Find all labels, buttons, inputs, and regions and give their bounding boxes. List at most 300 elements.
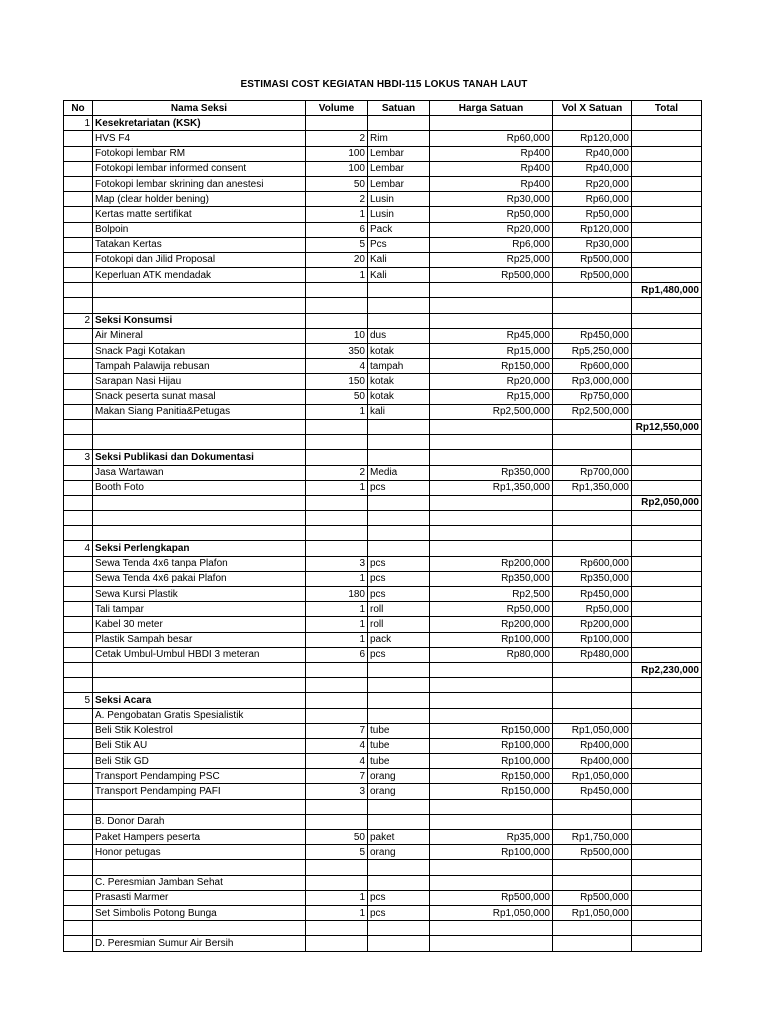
cell-no [64, 738, 93, 753]
cell-harga-satuan [430, 936, 553, 951]
cell-satuan: tampah [368, 359, 430, 374]
cell-harga-satuan: Rp400 [430, 146, 553, 161]
cell-vol-x-satuan: Rp750,000 [553, 389, 632, 404]
cell-no: 4 [64, 541, 93, 556]
cell-satuan [368, 313, 430, 328]
cell-total [632, 328, 702, 343]
cell-total [632, 890, 702, 905]
cell-no [64, 647, 93, 662]
cell-vol-x-satuan [553, 298, 632, 313]
cell-vol-x-satuan [553, 799, 632, 814]
cell-volume [306, 708, 368, 723]
cell-no: 2 [64, 313, 93, 328]
cell-vol-x-satuan: Rp120,000 [553, 131, 632, 146]
cell-no [64, 131, 93, 146]
cell-harga-satuan: Rp15,000 [430, 389, 553, 404]
cell-total [632, 921, 702, 936]
cell-volume: 6 [306, 647, 368, 662]
table-row [64, 268, 702, 283]
cell-total [632, 252, 702, 267]
cell-volume: 5 [306, 845, 368, 860]
cell-satuan: Lusin [368, 192, 430, 207]
cell-no [64, 830, 93, 845]
cell-no [64, 860, 93, 875]
cell-name [93, 419, 306, 434]
cell-harga-satuan [430, 283, 553, 298]
table-row [64, 784, 702, 799]
cell-total [632, 814, 702, 829]
cell-no [64, 268, 93, 283]
cell-harga-satuan: Rp25,000 [430, 252, 553, 267]
cell-no [64, 799, 93, 814]
cell-no [64, 511, 93, 526]
cell-harga-satuan [430, 875, 553, 890]
cell-volume [306, 116, 368, 131]
cell-name [93, 298, 306, 313]
cell-volume: 50 [306, 389, 368, 404]
table-row [64, 678, 702, 693]
cell-no [64, 465, 93, 480]
cell-satuan: kotak [368, 374, 430, 389]
cell-satuan: orang [368, 845, 430, 860]
cell-no [64, 602, 93, 617]
table-row [64, 723, 702, 738]
cell-harga-satuan: Rp350,000 [430, 571, 553, 586]
cell-volume: 150 [306, 374, 368, 389]
cell-harga-satuan: Rp100,000 [430, 845, 553, 860]
cell-volume: 2 [306, 465, 368, 480]
cell-harga-satuan [430, 693, 553, 708]
cell-satuan [368, 283, 430, 298]
table-row [64, 799, 702, 814]
cell-harga-satuan: Rp6,000 [430, 237, 553, 252]
cell-satuan [368, 678, 430, 693]
cell-harga-satuan: Rp200,000 [430, 617, 553, 632]
cell-harga-satuan [430, 495, 553, 510]
cell-volume: 350 [306, 344, 368, 359]
cell-vol-x-satuan: Rp200,000 [553, 617, 632, 632]
cell-harga-satuan: Rp400 [430, 176, 553, 191]
cell-harga-satuan: Rp1,050,000 [430, 905, 553, 920]
cell-satuan [368, 921, 430, 936]
cell-name: Fotokopi lembar skrining dan anestesi [93, 176, 306, 191]
cell-volume: 2 [306, 192, 368, 207]
cell-name: Fotokopi lembar informed consent [93, 161, 306, 176]
cell-no [64, 617, 93, 632]
cell-no: 3 [64, 450, 93, 465]
cell-no [64, 495, 93, 510]
cell-no [64, 678, 93, 693]
cell-name: D. Peresmian Sumur Air Bersih [93, 936, 306, 951]
table-row [64, 465, 702, 480]
cell-total [632, 738, 702, 753]
cell-no [64, 784, 93, 799]
cell-name: Booth Foto [93, 480, 306, 495]
cell-vol-x-satuan: Rp100,000 [553, 632, 632, 647]
cell-total [632, 830, 702, 845]
cell-harga-satuan [430, 708, 553, 723]
cell-harga-satuan [430, 662, 553, 677]
cell-no [64, 875, 93, 890]
cell-harga-satuan: Rp100,000 [430, 754, 553, 769]
cell-total: Rp2,050,000 [632, 495, 702, 510]
cell-vol-x-satuan: Rp2,500,000 [553, 404, 632, 419]
cell-volume: 20 [306, 252, 368, 267]
cell-volume [306, 450, 368, 465]
cell-name: Sarapan Nasi Hijau [93, 374, 306, 389]
cell-volume: 7 [306, 769, 368, 784]
cell-no [64, 814, 93, 829]
cell-name: Keperluan ATK mendadak [93, 268, 306, 283]
cell-vol-x-satuan [553, 662, 632, 677]
cell-harga-satuan: Rp45,000 [430, 328, 553, 343]
cell-total [632, 389, 702, 404]
cell-no [64, 936, 93, 951]
cell-satuan: pcs [368, 647, 430, 662]
cell-name: Tampah Palawija rebusan [93, 359, 306, 374]
table-row [64, 237, 702, 252]
cell-total [632, 237, 702, 252]
cell-total [632, 480, 702, 495]
cell-vol-x-satuan: Rp40,000 [553, 161, 632, 176]
cell-name [93, 283, 306, 298]
cell-volume [306, 860, 368, 875]
cell-name: Kertas matte sertifikat [93, 207, 306, 222]
cell-volume: 1 [306, 905, 368, 920]
cell-name: Sewa Kursi Plastik [93, 587, 306, 602]
cell-satuan [368, 708, 430, 723]
cell-volume: 2 [306, 131, 368, 146]
cell-satuan: tube [368, 723, 430, 738]
cell-name: Seksi Publikasi dan Dokumentasi [93, 450, 306, 465]
cell-total [632, 313, 702, 328]
cell-name: Bolpoin [93, 222, 306, 237]
cell-satuan: kotak [368, 389, 430, 404]
table-row [64, 632, 702, 647]
cell-vol-x-satuan: Rp450,000 [553, 328, 632, 343]
table-row [64, 769, 702, 784]
table-row [64, 693, 702, 708]
cell-total [632, 875, 702, 890]
table-row [64, 602, 702, 617]
table-row [64, 359, 702, 374]
cell-name [93, 495, 306, 510]
cell-harga-satuan: Rp150,000 [430, 723, 553, 738]
cell-name: Plastik Sampah besar [93, 632, 306, 647]
cell-harga-satuan [430, 435, 553, 450]
table-row [64, 738, 702, 753]
cell-satuan: pcs [368, 890, 430, 905]
cell-harga-satuan: Rp30,000 [430, 192, 553, 207]
table-row [64, 131, 702, 146]
cell-satuan: Kali [368, 252, 430, 267]
cell-vol-x-satuan [553, 693, 632, 708]
cell-vol-x-satuan [553, 116, 632, 131]
cell-total [632, 541, 702, 556]
cell-harga-satuan: Rp200,000 [430, 556, 553, 571]
cell-harga-satuan: Rp150,000 [430, 359, 553, 374]
table-row [64, 526, 702, 541]
cell-volume [306, 799, 368, 814]
cell-satuan: dus [368, 328, 430, 343]
cell-harga-satuan [430, 814, 553, 829]
cell-total [632, 116, 702, 131]
cell-total [632, 693, 702, 708]
cell-no [64, 252, 93, 267]
cell-name: Paket Hampers peserta [93, 830, 306, 845]
cell-volume [306, 419, 368, 434]
header-no: No [64, 101, 93, 116]
cell-vol-x-satuan: Rp40,000 [553, 146, 632, 161]
table-row [64, 283, 702, 298]
cell-name: Beli Stik GD [93, 754, 306, 769]
table-row [64, 298, 702, 313]
table-row [64, 404, 702, 419]
cell-vol-x-satuan [553, 541, 632, 556]
cell-harga-satuan: Rp35,000 [430, 830, 553, 845]
cell-satuan [368, 693, 430, 708]
cell-name: Transport Pendamping PSC [93, 769, 306, 784]
cell-satuan [368, 116, 430, 131]
cell-volume: 3 [306, 784, 368, 799]
cell-name: Set Simbolis Potong Bunga [93, 905, 306, 920]
cell-no [64, 298, 93, 313]
cell-harga-satuan: Rp50,000 [430, 207, 553, 222]
cell-volume [306, 662, 368, 677]
cell-satuan: pcs [368, 905, 430, 920]
cell-satuan: pcs [368, 571, 430, 586]
cell-volume: 6 [306, 222, 368, 237]
cell-satuan [368, 435, 430, 450]
cell-no [64, 435, 93, 450]
cell-name: HVS F4 [93, 131, 306, 146]
cell-volume: 4 [306, 738, 368, 753]
cell-no [64, 632, 93, 647]
cell-satuan: Lembar [368, 146, 430, 161]
cell-volume [306, 526, 368, 541]
cell-total [632, 860, 702, 875]
cell-total [632, 678, 702, 693]
cell-name [93, 860, 306, 875]
table-row [64, 192, 702, 207]
cell-vol-x-satuan: Rp480,000 [553, 647, 632, 662]
cell-no [64, 905, 93, 920]
cell-satuan: orang [368, 784, 430, 799]
header-satuan: Satuan [368, 101, 430, 116]
cell-volume [306, 283, 368, 298]
cell-satuan [368, 936, 430, 951]
header-nama-seksi: Nama Seksi [93, 101, 306, 116]
cell-name: Makan Siang Panitia&Petugas [93, 404, 306, 419]
cell-satuan [368, 541, 430, 556]
cell-volume [306, 678, 368, 693]
table-row [64, 830, 702, 845]
cell-no [64, 587, 93, 602]
cell-harga-satuan: Rp60,000 [430, 131, 553, 146]
cell-harga-satuan: Rp500,000 [430, 268, 553, 283]
cell-vol-x-satuan [553, 450, 632, 465]
cell-vol-x-satuan [553, 936, 632, 951]
cell-total [632, 845, 702, 860]
cell-total [632, 192, 702, 207]
cell-harga-satuan: Rp20,000 [430, 222, 553, 237]
cell-total [632, 465, 702, 480]
cell-satuan: paket [368, 830, 430, 845]
cell-harga-satuan [430, 511, 553, 526]
cell-no [64, 389, 93, 404]
cell-vol-x-satuan: Rp3,000,000 [553, 374, 632, 389]
cell-vol-x-satuan [553, 419, 632, 434]
cell-vol-x-satuan [553, 495, 632, 510]
cell-vol-x-satuan [553, 511, 632, 526]
cell-total [632, 146, 702, 161]
cell-vol-x-satuan: Rp500,000 [553, 890, 632, 905]
cell-no [64, 571, 93, 586]
cell-vol-x-satuan: Rp1,050,000 [553, 723, 632, 738]
cell-name: B. Donor Darah [93, 814, 306, 829]
cell-no: 1 [64, 116, 93, 131]
table-row [64, 708, 702, 723]
cell-total [632, 708, 702, 723]
table-row [64, 328, 702, 343]
cell-no [64, 890, 93, 905]
table-row [64, 890, 702, 905]
cell-harga-satuan [430, 419, 553, 434]
cell-vol-x-satuan [553, 814, 632, 829]
table-row [64, 556, 702, 571]
cell-harga-satuan: Rp1,350,000 [430, 480, 553, 495]
cell-total: Rp1,480,000 [632, 283, 702, 298]
cell-vol-x-satuan: Rp5,250,000 [553, 344, 632, 359]
cell-volume [306, 511, 368, 526]
cell-satuan [368, 495, 430, 510]
cell-total [632, 632, 702, 647]
cell-satuan: kotak [368, 344, 430, 359]
table-body [64, 116, 702, 951]
cell-volume: 100 [306, 146, 368, 161]
table-row [64, 116, 702, 131]
cell-satuan: Pcs [368, 237, 430, 252]
cell-harga-satuan [430, 526, 553, 541]
cell-volume [306, 298, 368, 313]
cell-satuan: Lusin [368, 207, 430, 222]
table-row [64, 511, 702, 526]
cell-vol-x-satuan: Rp500,000 [553, 252, 632, 267]
cell-no [64, 176, 93, 191]
cell-name: Snack Pagi Kotakan [93, 344, 306, 359]
header-harga-satuan: Harga Satuan [430, 101, 553, 116]
table-row [64, 541, 702, 556]
cell-total [632, 587, 702, 602]
cell-harga-satuan: Rp150,000 [430, 769, 553, 784]
cell-name: Seksi Konsumsi [93, 313, 306, 328]
cell-name: Tatakan Kertas [93, 237, 306, 252]
cell-satuan [368, 662, 430, 677]
cell-vol-x-satuan: Rp50,000 [553, 207, 632, 222]
cell-total [632, 571, 702, 586]
cell-name: Honor petugas [93, 845, 306, 860]
cell-vol-x-satuan: Rp1,050,000 [553, 905, 632, 920]
table-row [64, 936, 702, 951]
cell-name: Jasa Wartawan [93, 465, 306, 480]
cell-total [632, 207, 702, 222]
cell-harga-satuan [430, 116, 553, 131]
cell-volume [306, 435, 368, 450]
cell-satuan: pack [368, 632, 430, 647]
cell-no [64, 374, 93, 389]
table-row [64, 905, 702, 920]
cell-volume: 1 [306, 890, 368, 905]
table-row [64, 814, 702, 829]
cell-harga-satuan [430, 799, 553, 814]
cell-no [64, 769, 93, 784]
cell-satuan: orang [368, 769, 430, 784]
cell-volume: 3 [306, 556, 368, 571]
cell-name: Cetak Umbul-Umbul HBDI 3 meteran [93, 647, 306, 662]
cell-harga-satuan: Rp400 [430, 161, 553, 176]
cell-volume: 7 [306, 723, 368, 738]
cell-harga-satuan [430, 313, 553, 328]
cell-no [64, 708, 93, 723]
cell-total [632, 617, 702, 632]
cell-satuan: pcs [368, 556, 430, 571]
cell-total [632, 784, 702, 799]
cell-satuan [368, 526, 430, 541]
cell-no [64, 146, 93, 161]
table-row [64, 161, 702, 176]
cell-total [632, 905, 702, 920]
cell-vol-x-satuan [553, 921, 632, 936]
cell-vol-x-satuan [553, 678, 632, 693]
cell-harga-satuan: Rp20,000 [430, 374, 553, 389]
cell-vol-x-satuan: Rp600,000 [553, 556, 632, 571]
cell-volume [306, 541, 368, 556]
cell-total [632, 602, 702, 617]
cell-vol-x-satuan [553, 313, 632, 328]
cell-harga-satuan: Rp80,000 [430, 647, 553, 662]
cell-name [93, 799, 306, 814]
cell-total [632, 754, 702, 769]
cell-name: Beli Stik Kolestrol [93, 723, 306, 738]
cell-total [632, 556, 702, 571]
cell-name: Air Mineral [93, 328, 306, 343]
cell-volume: 5 [306, 237, 368, 252]
table-row [64, 571, 702, 586]
table-row [64, 860, 702, 875]
cell-volume: 10 [306, 328, 368, 343]
cell-no [64, 344, 93, 359]
table-row [64, 754, 702, 769]
cell-harga-satuan: Rp2,500,000 [430, 404, 553, 419]
cell-vol-x-satuan: Rp700,000 [553, 465, 632, 480]
cell-no [64, 921, 93, 936]
cell-volume [306, 313, 368, 328]
cell-name: Fotokopi dan Jilid Proposal [93, 252, 306, 267]
cell-total: Rp2,230,000 [632, 662, 702, 677]
cell-satuan [368, 511, 430, 526]
cell-no [64, 404, 93, 419]
document-title: ESTIMASI COST KEGIATAN HBDI-115 LOKUS TANAH LAUT [240, 79, 528, 90]
cell-satuan: Media [368, 465, 430, 480]
cell-total [632, 298, 702, 313]
cell-no [64, 723, 93, 738]
table-row [64, 344, 702, 359]
cell-vol-x-satuan: Rp400,000 [553, 738, 632, 753]
cell-total [632, 723, 702, 738]
cell-total [632, 222, 702, 237]
cell-harga-satuan [430, 298, 553, 313]
header-volume: Volume [306, 101, 368, 116]
